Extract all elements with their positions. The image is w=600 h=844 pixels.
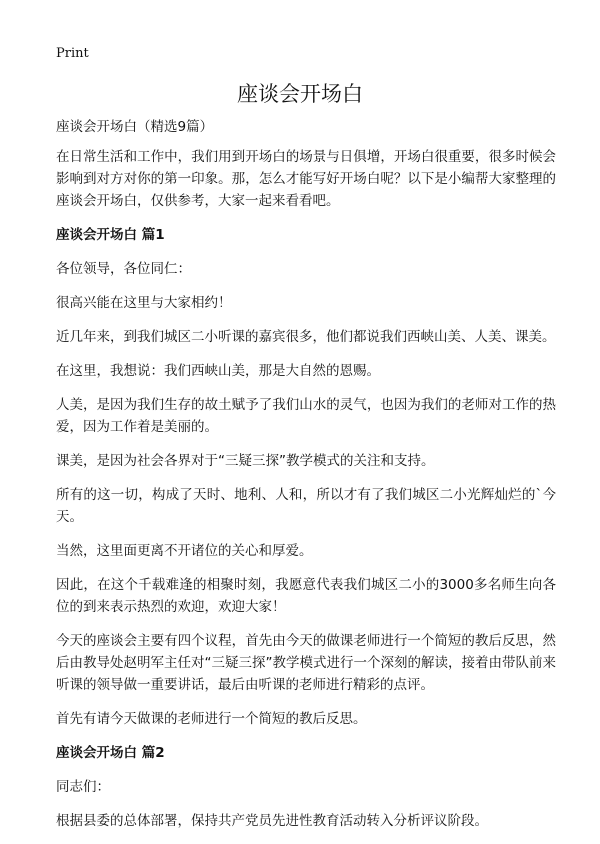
paragraph: 所有的这一切，构成了天时、地利、人和，所以才有了我们城区二小光辉灿烂的`今天。 [56, 487, 556, 525]
paragraph: 当然，这里面更离不开诸位的关心和厚爱。 [56, 543, 313, 559]
paragraph: 各位领导，各位同仁： [56, 261, 191, 277]
paragraph: 同志们： [56, 779, 110, 795]
paragraph: 在这里，我想说：我们西峡山美，那是大自然的恩赐。 [56, 363, 380, 379]
print-label: Print [56, 46, 89, 61]
paragraph: 今天的座谈会主要有四个议程，首先由今天的做课老师进行一个简短的教后反思，然后由教导处赵明军主任对“三疑三探”教学模式进行一个深刻的解读，接着由带队前来听课的领导做一重要讲话，最后由听课的老师进行精彩的点评。 [56, 633, 556, 693]
paragraph: 很高兴能在这里与大家相约！ [56, 295, 232, 311]
paragraph: 首先有请今天做课的老师进行一个简短的教后反思。 [56, 711, 367, 727]
paragraph: 根据县委的总体部署，保持共产党员先进性教育活动转入分析评议阶段。 [56, 813, 488, 829]
section-heading: 座谈会开场白 篇2 [56, 745, 165, 761]
document-body [56, 116, 556, 844]
paragraph: 因此，在这个千载难逢的相聚时刻，我愿意代表我们城区二小的3000多名师生向各位的到来表示热烈的欢迎，欢迎大家！ [56, 577, 556, 615]
paragraph: 人美，是因为我们生存的故土赋予了我们山水的灵气，也因为我们的老师对工作的热爱，因为工作着是美丽的。 [56, 397, 556, 435]
document-subtitle: 座谈会开场白（精选9篇） [56, 119, 214, 135]
paragraph: 课美，是因为社会各界对于“三疑三探”教学模式的关注和支持。 [56, 453, 435, 469]
intro-paragraph: 在日常生活和工作中，我们用到开场白的场景与日俱增，开场白很重要，很多时候会影响到对方对你的第一印象。那，怎么才能写好开场白呢？以下是小编帮大家整理的座谈会开场白，仅供参考，大家一起来看看吧。 [56, 149, 556, 209]
section-heading: 座谈会开场白 篇1 [56, 227, 165, 243]
paragraph: 近几年来，到我们城区二小听课的嘉宾很多，他们都说我们西峡山美、人美、课美。 [56, 329, 556, 345]
page-title: 座谈会开场白 [237, 82, 363, 106]
